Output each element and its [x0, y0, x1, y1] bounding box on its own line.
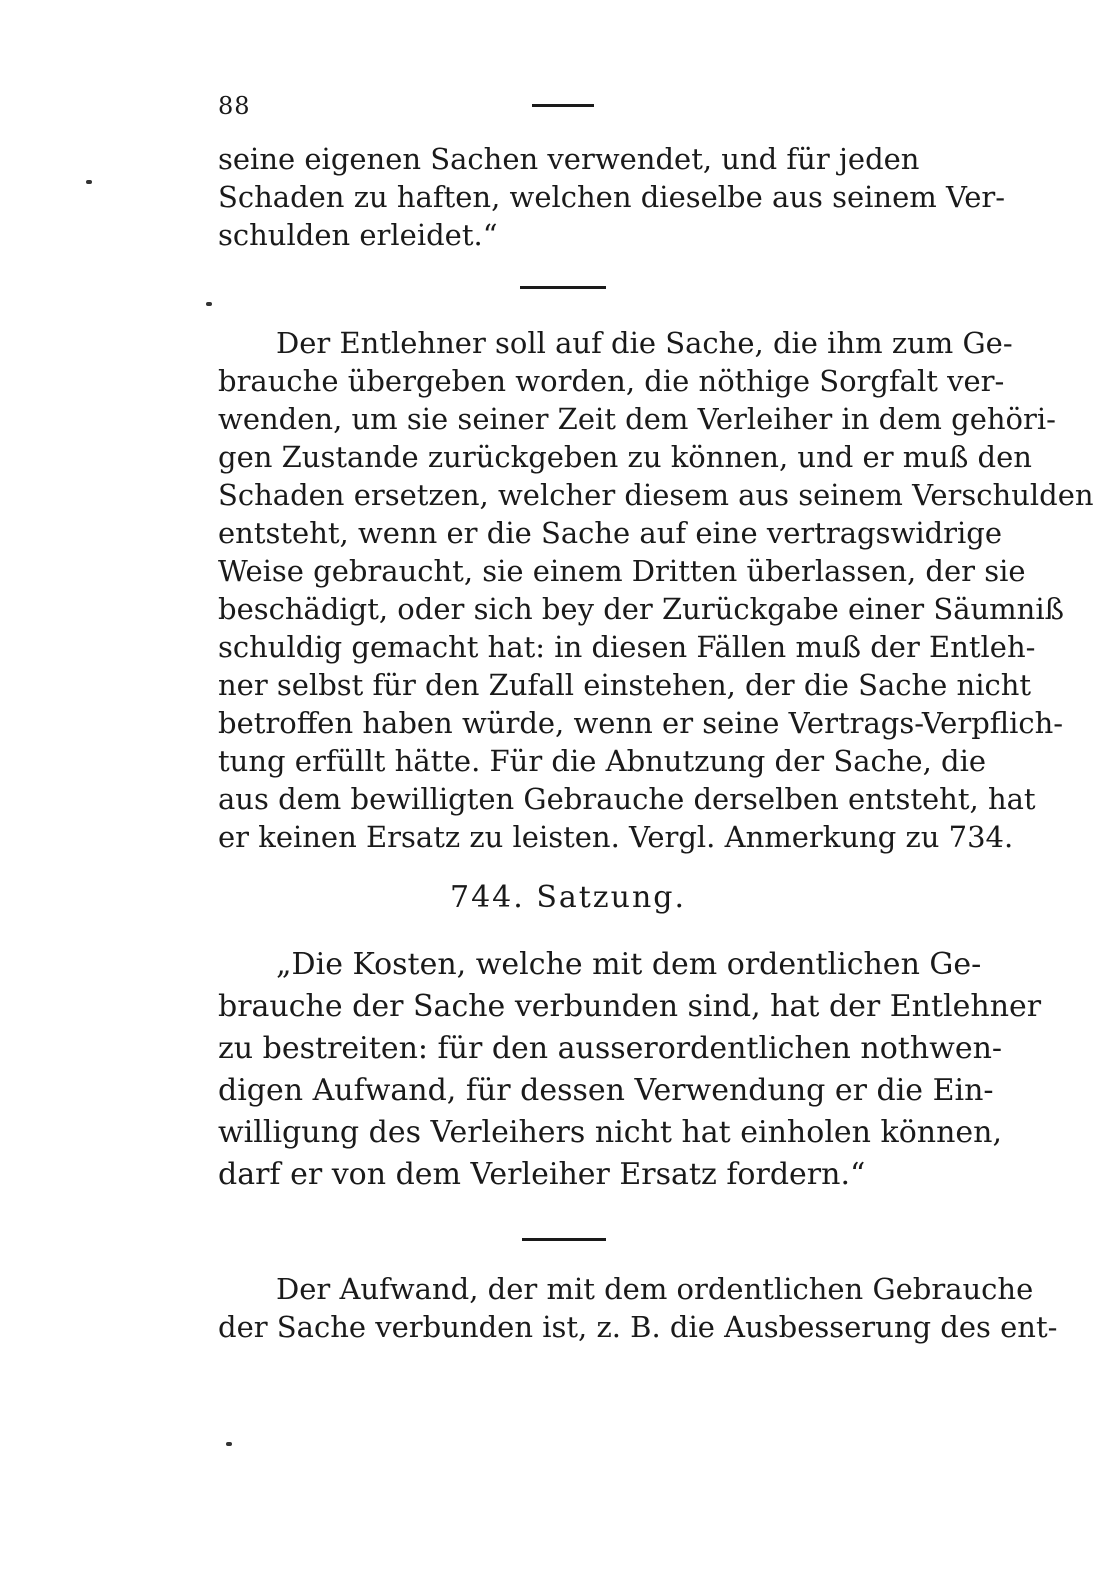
text-line: Der Aufwand, der mit dem ordentlichen Gebrauche	[276, 1272, 1034, 1306]
text-line: zu bestreiten: für den ausserordentlichen nothwen-	[218, 1031, 1003, 1066]
text-line: tung erfüllt hätte. Für die Abnutzung der Sache, die	[218, 744, 987, 778]
text-line: Weise gebraucht, sie einem Dritten überlassen, der sie	[218, 554, 1026, 588]
text-line: beschädigt, oder sich bey der Zurückgabe einer Säumniß	[218, 592, 1064, 626]
commentary-paragraph	[218, 1270, 1058, 1346]
scan-speck	[86, 180, 92, 184]
section-divider	[520, 286, 606, 289]
text-line: brauche übergeben worden, die nöthige Sorgfalt ver-	[218, 364, 1005, 398]
text-line: gen Zustande zurückgeben zu können, und er muß den	[218, 440, 1032, 474]
text-line: aus dem bewilligten Gebrauche derselben entsteht, hat	[218, 782, 1036, 816]
statute-paragraph	[218, 944, 1042, 1196]
scan-speck	[226, 1442, 232, 1446]
header-rule	[532, 104, 594, 107]
text-line: er keinen Ersatz zu leisten. Vergl. Anmerkung zu 734.	[218, 820, 1014, 854]
text-line: entsteht, wenn er die Sache auf eine vertragswidrige	[218, 516, 1003, 550]
page-number: 88	[218, 92, 251, 120]
continuation-paragraph	[218, 140, 1006, 254]
text-line: der Sache verbunden ist, z. B. die Ausbesserung des ent-	[218, 1310, 1058, 1344]
text-line: Der Entlehner soll auf die Sache, die ihm zum Ge-	[276, 326, 1013, 360]
commentary-paragraph	[218, 324, 1094, 856]
text-line: brauche der Sache verbunden sind, hat der Entlehner	[218, 989, 1042, 1024]
text-line: wenden, um sie seiner Zeit dem Verleiher in dem gehöri-	[218, 402, 1056, 436]
section-heading: 744. Satzung.	[449, 880, 686, 915]
text-line: schulden erleidet.“	[218, 218, 498, 252]
text-line: Schaden zu haften, welchen dieselbe aus seinem Ver-	[218, 180, 1006, 214]
scan-speck	[206, 302, 212, 306]
text-line: „Die Kosten, welche mit dem ordentlichen Ge-	[276, 947, 982, 982]
text-line: seine eigenen Sachen verwendet, und für jeden	[218, 142, 920, 176]
text-line: ner selbst für den Zufall einstehen, der die Sache nicht	[218, 668, 1032, 702]
text-line: darf er von dem Verleiher Ersatz fordern.“	[218, 1157, 866, 1192]
text-line: Schaden ersetzen, welcher diesem aus seinem Verschulden	[218, 478, 1094, 512]
text-line: willigung des Verleihers nicht hat einholen können,	[218, 1115, 1003, 1150]
text-line: betroffen haben würde, wenn er seine Vertrags-Verpflich-	[218, 706, 1064, 740]
text-line: digen Aufwand, für dessen Verwendung er die Ein-	[218, 1073, 994, 1108]
text-line: schuldig gemacht hat: in diesen Fällen muß der Entleh-	[218, 630, 1036, 664]
section-divider	[522, 1238, 606, 1241]
